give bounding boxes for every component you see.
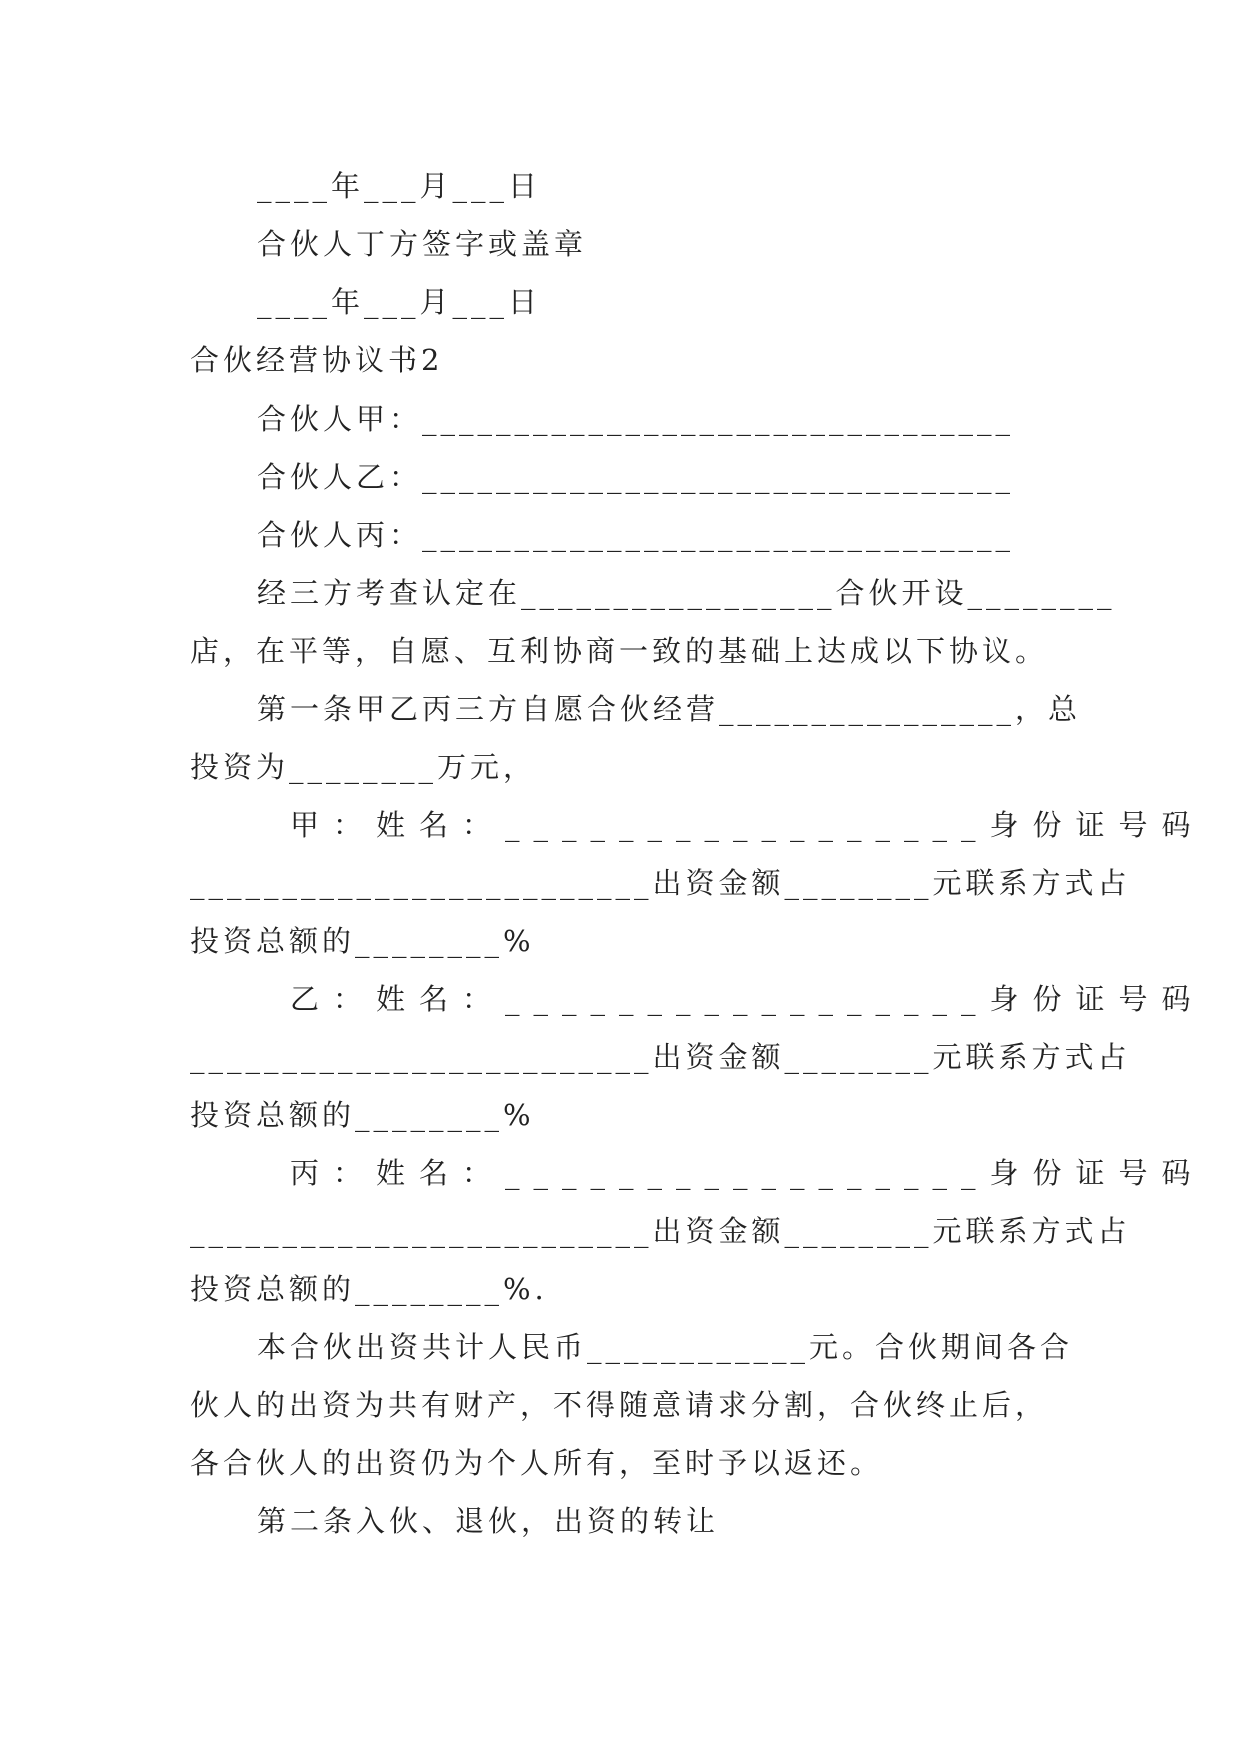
article-2-heading: 第二条入伙、退伙，出资的转让 [257,1504,720,1538]
partner-b-line: 合伙人乙：________________________________ [257,460,1015,494]
document-title: 合伙经营协议书2 [190,343,444,377]
party-c-name-line: 丙：姓名：_________________身份证号码 [290,1156,1205,1190]
party-c-share-line: 投资总额的________%. [190,1272,548,1306]
intro-paragraph-line-1: 经三方考查认定在_________________合伙开设________ [257,576,1116,610]
party-b-share-line: 投资总额的________% [190,1098,535,1132]
partner-a-line: 合伙人甲：________________________________ [257,402,1015,436]
article-1-line-1: 第一条甲乙丙三方自愿合伙经营________________，总 [257,692,1082,726]
party-b-name-line: 乙：姓名：_________________身份证号码 [290,982,1205,1016]
partner-ding-signature: 合伙人丁方签字或盖章 [257,227,588,261]
party-a-share-line: 投资总额的________% [190,924,535,958]
date-line-2: ____年___月___日 [257,285,542,319]
capital-paragraph-line-1: 本合伙出资共计人民币____________元。合伙期间各合 [257,1330,1074,1364]
partner-c-line: 合伙人丙：________________________________ [257,518,1015,552]
party-a-details-line: _________________________出资金额________元联系方式占 [190,866,1131,900]
date-line-1: ____年___月___日 [257,169,542,203]
party-b-details-line: _________________________出资金额________元联系方式占 [190,1040,1131,1074]
party-a-name-line: 甲：姓名：_________________身份证号码 [290,808,1205,842]
capital-paragraph-line-2: 伙人的出资为共有财产，不得随意请求分割，合伙终止后， [190,1388,1049,1422]
article-1-line-2: 投资为________万元， [190,750,537,784]
intro-paragraph-line-2: 店，在平等，自愿、互利协商一致的基础上达成以下协议。 [190,634,1049,668]
capital-paragraph-line-3: 各合伙人的出资仍为个人所有，至时予以返还。 [190,1446,884,1480]
party-c-details-line: _________________________出资金额________元联系方式占 [190,1214,1131,1248]
